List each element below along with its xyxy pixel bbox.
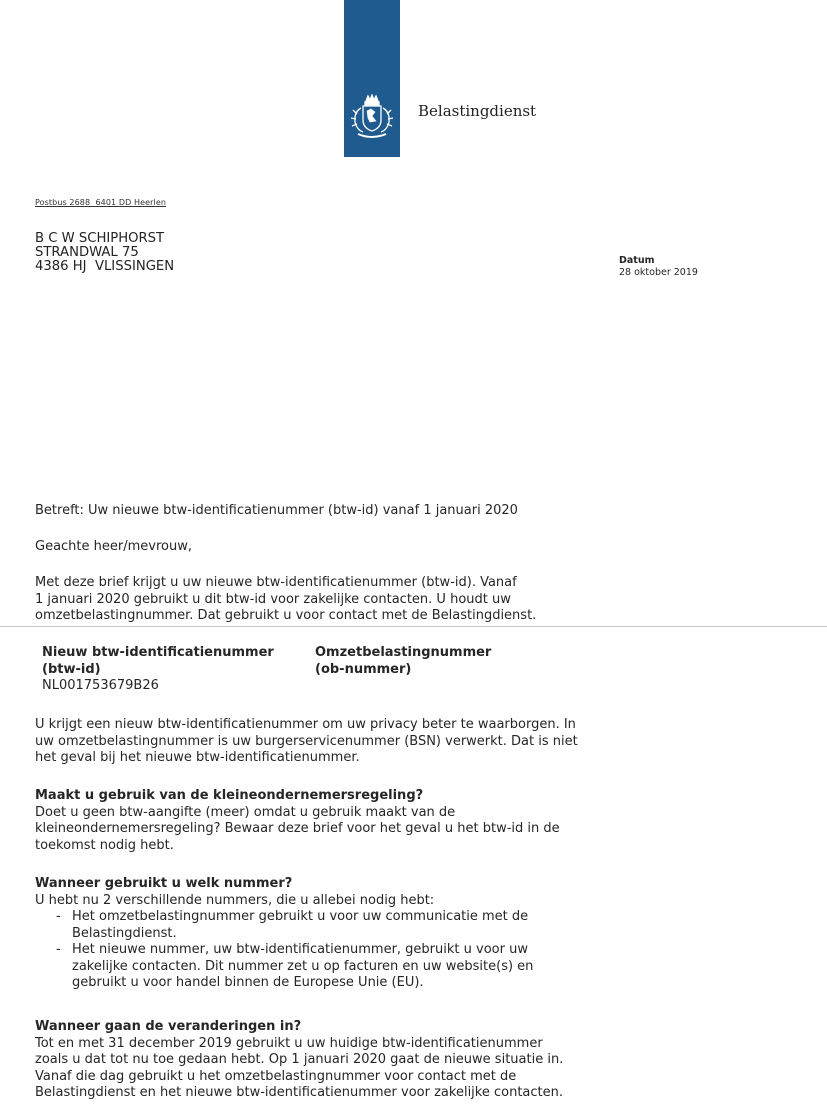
- subject-line: Betreft: Uw nieuwe btw-identificatienummer (btw-id) vanaf 1 januari 2020: [35, 503, 518, 518]
- bullet-dash: -: [56, 909, 61, 924]
- date-label: Datum: [619, 255, 655, 266]
- list-item-line: Het omzetbelastingnummer gebruikt u voor uw communicatie met de: [72, 909, 529, 924]
- kor-line: toekomst nodig hebt.: [35, 837, 174, 853]
- btw-id-value: NL001753679B26: [42, 678, 159, 693]
- changes-heading: Wanneer gaan de veranderingen in?: [35, 1019, 302, 1034]
- list-item-line: Het nieuwe nummer, uw btw-identificatienummer, gebruikt u voor uw: [72, 942, 528, 957]
- scan-fold-line: [0, 626, 827, 627]
- privacy-line: het geval bij het nieuwe btw-identificatienummer.: [35, 750, 360, 765]
- date-block: [619, 255, 698, 279]
- list-item-line: zakelijke contacten. Dit nummer zet u op facturen en uw website(s) en: [72, 958, 534, 974]
- which-number-intro: U hebt nu 2 verschillende nummers, die u allebei nodig hebt:: [35, 892, 435, 908]
- kor-line: Doet u geen btw-aangifte (meer) omdat u gebruik maakt van de: [35, 804, 456, 820]
- btw-id-title: Nieuw btw-identificatienummer: [42, 645, 274, 660]
- kor-line: kleineondernemersregeling? Bewaar deze brief voor het geval u het btw-id in de: [35, 821, 560, 836]
- date-value: 28 oktober 2019: [619, 267, 698, 278]
- list-item: [35, 942, 610, 992]
- intro-paragraph: [35, 575, 595, 625]
- kor-heading: Maakt u gebruik van de kleineondernemersregeling?: [35, 788, 424, 803]
- btw-id-block: [42, 645, 274, 695]
- changes-line: Tot en met 31 december 2019 gebruikt u uw huidige btw-identificatienummer: [35, 1035, 543, 1051]
- logo-bar: [344, 0, 400, 157]
- list-item: [35, 909, 610, 942]
- addressee: [35, 232, 174, 274]
- which-number-list: [35, 909, 610, 992]
- list-item-line: Belastingdienst.: [72, 925, 177, 941]
- ob-number-block: [315, 645, 491, 678]
- intro-line: 1 januari 2020 gebruikt u dit btw-id voor zakelijke contacten. U houdt uw: [35, 591, 511, 607]
- privacy-line: uw omzetbelastingnummer is uw burgerservicenummer (BSN) verwerkt. Dat is niet: [35, 733, 578, 749]
- intro-line: omzetbelastingnummer. Dat gebruikt u voor contact met de Belastingdienst.: [35, 608, 537, 623]
- royal-crest-icon: [349, 94, 395, 142]
- changes-line: Vanaf die dag gebruikt u het omzetbelastingnummer voor contact met de: [35, 1068, 517, 1084]
- privacy-paragraph: [35, 717, 625, 767]
- intro-line: Met deze brief krijgt u uw nieuwe btw-identificatienummer (btw-id). Vanaf: [35, 575, 517, 590]
- privacy-line: U krijgt een nieuw btw-identificatienummer om uw privacy beter te waarborgen. In: [35, 717, 576, 732]
- addressee-city: 4386 HJ VLISSINGEN: [35, 259, 175, 274]
- list-item-line: gebruikt u voor handel binnen de Europese Unie (EU).: [72, 975, 424, 990]
- changes-section: [35, 1019, 625, 1102]
- changes-line: zoals u dat tot nu toe gedaan hebt. Op 1 januari 2020 gaat de nieuwe situatie in.: [35, 1052, 564, 1067]
- ob-number-title: Omzetbelastingnummer: [315, 645, 492, 660]
- addressee-name: B C W SCHIPHORST: [35, 231, 165, 246]
- btw-id-title-sub: (btw-id): [42, 661, 101, 677]
- kor-section: [35, 788, 610, 854]
- return-address: Postbus 2688 6401 DD Heerlen: [35, 198, 167, 207]
- which-number-heading: Wanneer gebruikt u welk nummer?: [35, 876, 293, 891]
- ob-number-title-sub: (ob-nummer): [315, 661, 412, 677]
- which-number-section: [35, 876, 610, 992]
- salutation: Geachte heer/mevrouw,: [35, 539, 192, 554]
- changes-line: Belastingdienst en het nieuwe btw-identificatienummer voor zakelijke contacten.: [35, 1085, 564, 1100]
- addressee-street: STRANDWAL 75: [35, 245, 139, 260]
- bullet-dash: -: [56, 942, 61, 957]
- brand-name: Belastingdienst: [418, 102, 537, 120]
